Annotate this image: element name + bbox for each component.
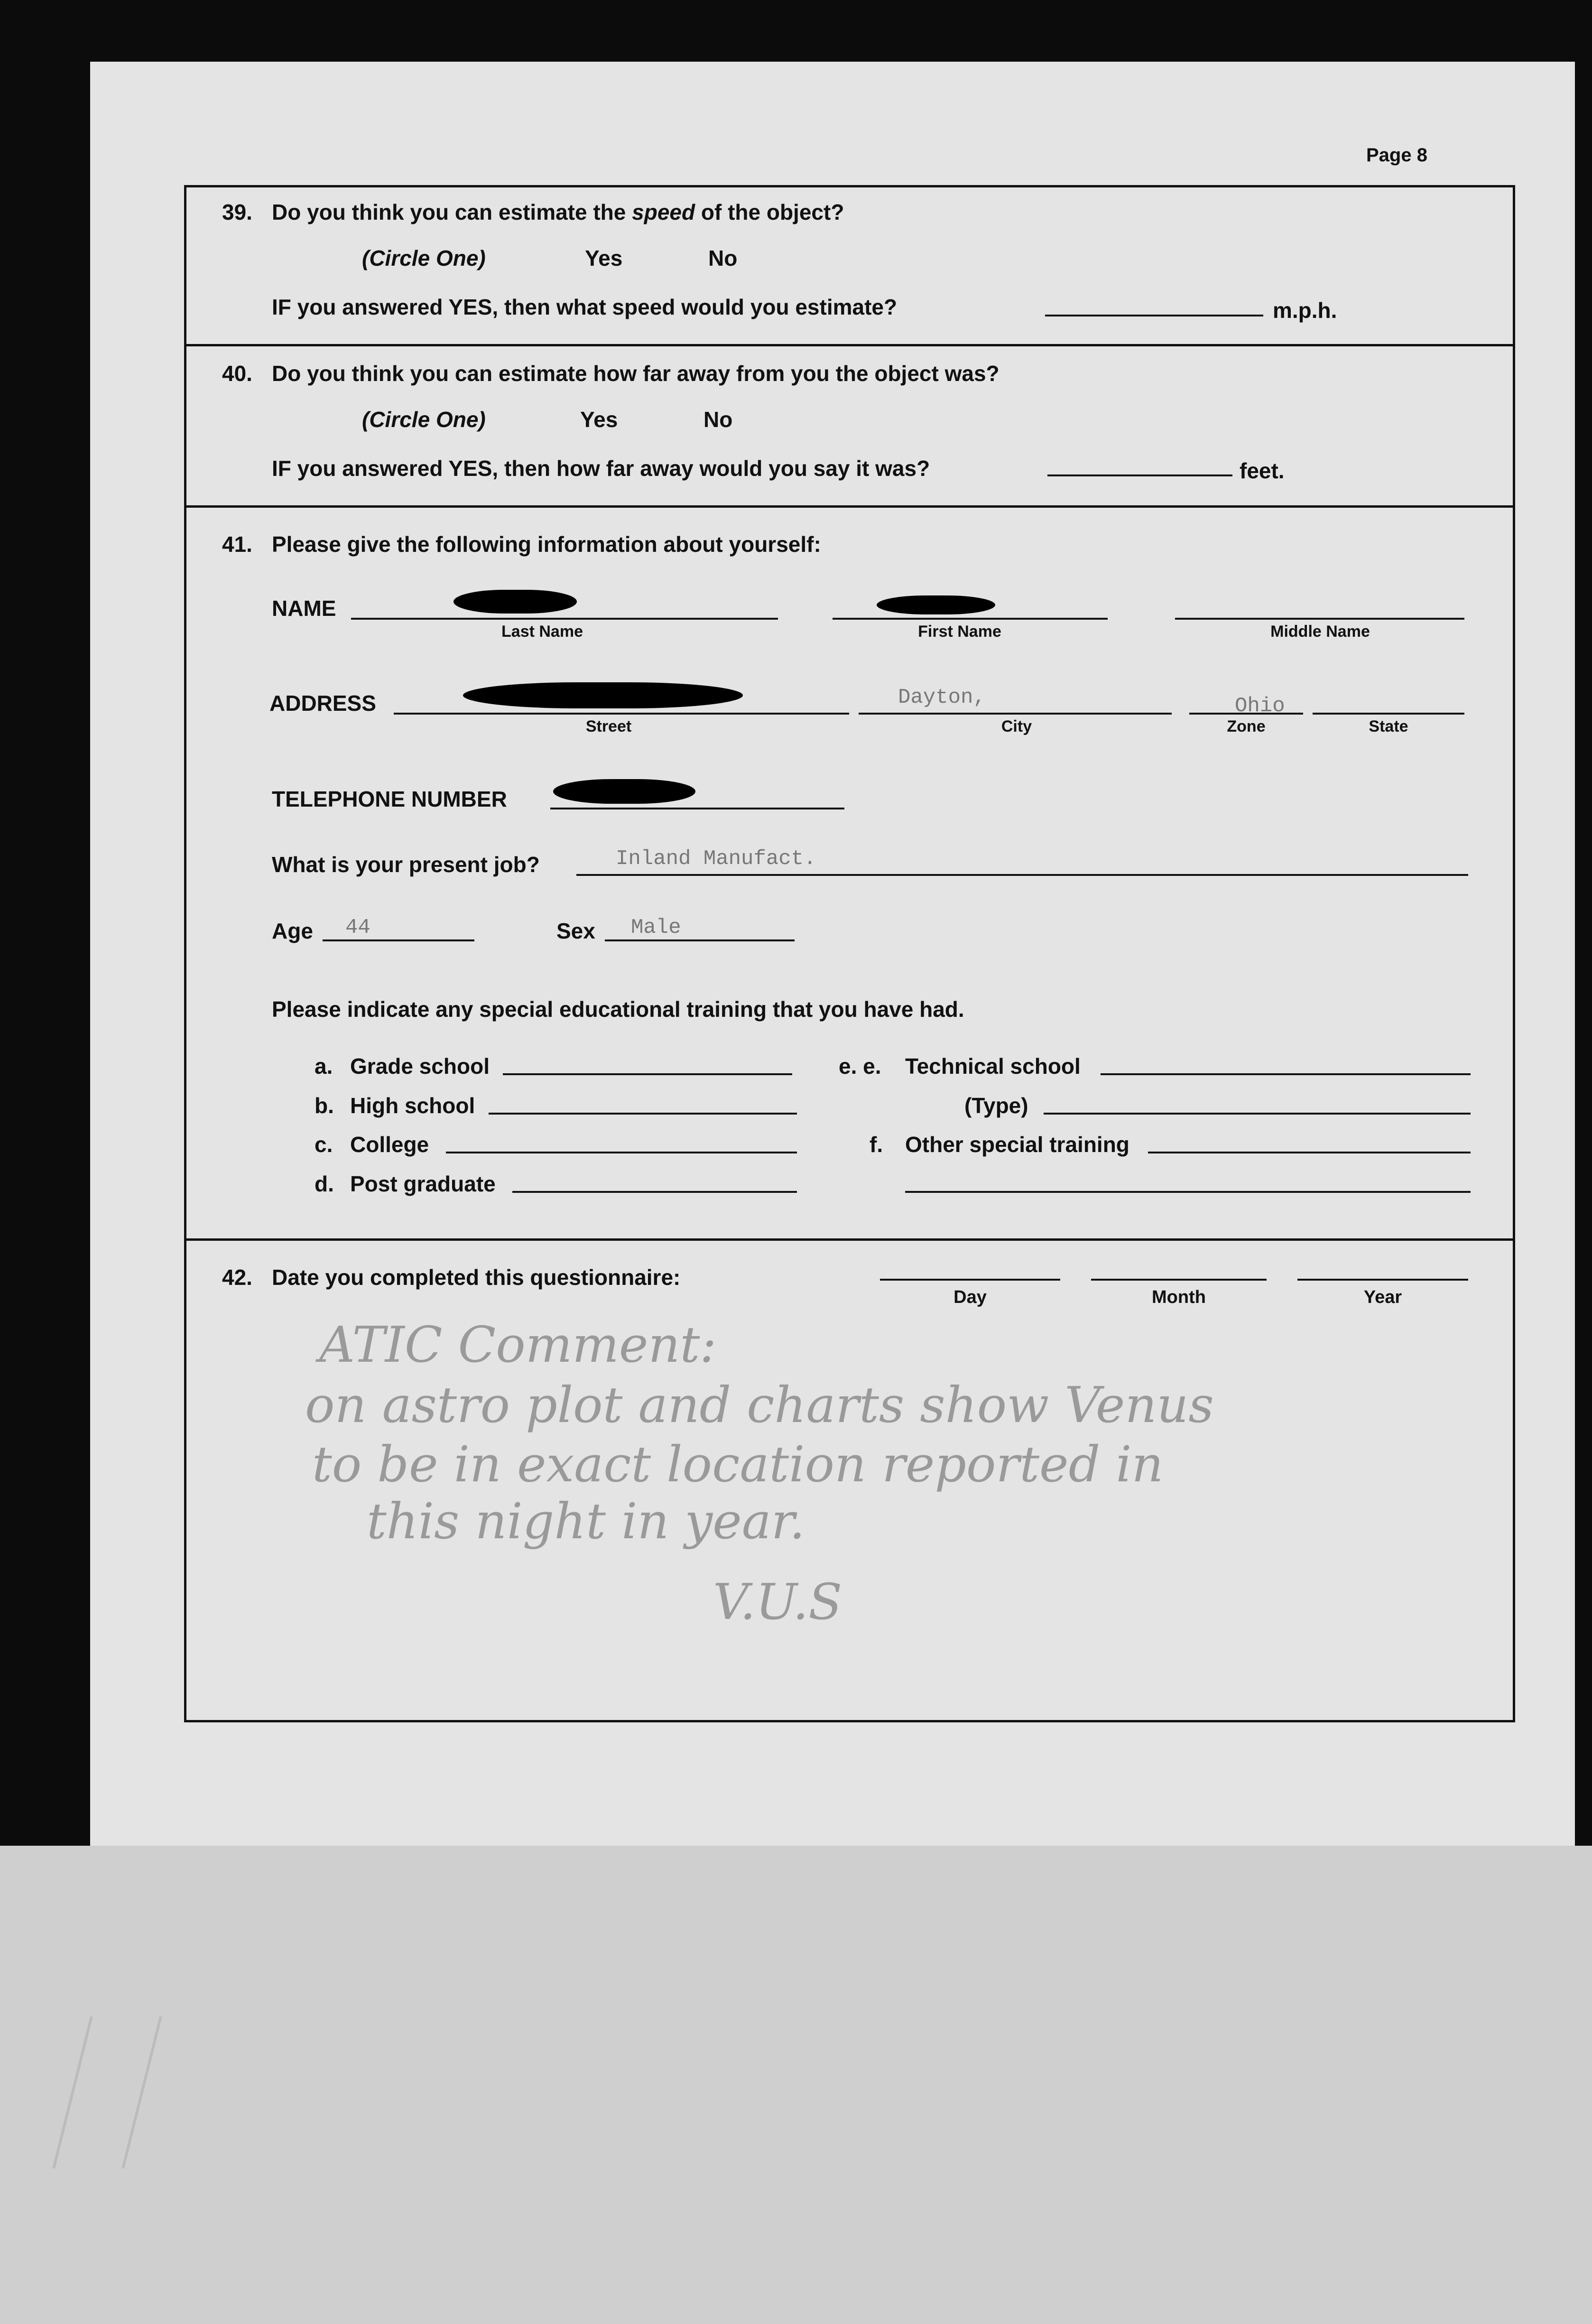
questionnaire-form [184, 185, 1515, 1722]
city-caption: City [1001, 717, 1032, 735]
last-name-caption: Last Name [501, 623, 583, 641]
scanner-background [0, 1846, 1592, 2324]
q40-question: Do you think you can estimate how far away from you the object was? [272, 361, 1000, 386]
street-field[interactable] [394, 713, 849, 715]
redacted-telephone [553, 779, 695, 804]
edu-high-school-label: High school [350, 1093, 475, 1118]
zone-value: Ohio [1235, 694, 1285, 718]
handwritten-line-2: on astro plot and charts show Venus [305, 1376, 1214, 1434]
q39-number: 39. [222, 200, 252, 224]
high-school-field[interactable] [489, 1113, 797, 1115]
city-value: Dayton, [898, 686, 986, 709]
edu-type-label: (Type) [964, 1093, 1028, 1118]
job-field[interactable] [576, 874, 1468, 876]
edu-technical-letter: e. e. [839, 1054, 881, 1078]
q39-question-pre: Do you think you can estimate the [272, 200, 632, 224]
q39-question-em: speed [632, 200, 695, 224]
last-name-field[interactable] [351, 618, 778, 620]
edu-other-training-label: Other special training [905, 1132, 1129, 1157]
day-field[interactable] [880, 1279, 1060, 1281]
handwritten-line-1: ATIC Comment: [319, 1316, 717, 1374]
redacted-first-name [877, 595, 995, 614]
first-name-caption: First Name [918, 623, 1001, 641]
sex-value: Male [631, 916, 681, 939]
edu-letter: c. [315, 1132, 333, 1157]
q41-number: 41. [222, 532, 252, 557]
edu-technical-school-label: Technical school [905, 1054, 1081, 1078]
q40-circle-one: (Circle One) [362, 407, 486, 432]
handwritten-line-4: this night in year. [367, 1492, 805, 1550]
q39-circle-one: (Circle One) [362, 246, 486, 270]
edu-post-graduate-label: Post graduate [350, 1171, 496, 1196]
q39-question [272, 199, 844, 225]
redacted-last-name [454, 590, 577, 614]
name-label: NAME [272, 596, 336, 621]
telephone-label: TELEPHONE NUMBER [272, 787, 507, 811]
education-prompt: Please indicate any special educational training that you have had. [272, 997, 964, 1022]
q39-speed-field[interactable] [1045, 315, 1263, 316]
city-field[interactable] [859, 713, 1172, 715]
address-label: ADDRESS [269, 691, 376, 716]
handwritten-line-3: to be in exact location reported in [312, 1435, 1164, 1493]
q40-no-option[interactable]: No [703, 407, 733, 432]
zone-caption: Zone [1227, 717, 1266, 735]
age-field[interactable] [323, 939, 474, 941]
age-label: Age [272, 919, 313, 943]
q41-question: Please give the following information about yourself: [272, 532, 821, 557]
sex-field[interactable] [605, 939, 795, 941]
handwritten-signature: V.U.S [713, 1573, 842, 1631]
edu-grade-school-label: Grade school [350, 1054, 490, 1078]
q39-no-option[interactable]: No [708, 246, 738, 270]
divider-40-41 [186, 505, 1513, 508]
first-name-field[interactable] [833, 618, 1108, 620]
q39-followup: IF you answered YES, then what speed would you estimate? [272, 295, 898, 319]
q42-number: 42. [222, 1265, 252, 1290]
q39-unit: m.p.h. [1273, 298, 1337, 323]
q42-question: Date you completed this questionnaire: [272, 1265, 681, 1290]
q40-followup: IF you answered YES, then how far away would you say it was? [272, 456, 930, 481]
telephone-field[interactable] [550, 808, 844, 809]
edu-college-label: College [350, 1132, 429, 1157]
middle-name-field[interactable] [1175, 618, 1464, 620]
year-field[interactable] [1297, 1279, 1468, 1281]
divider-41-42 [186, 1238, 1513, 1241]
middle-name-caption: Middle Name [1270, 623, 1370, 641]
ghost-mark [52, 2017, 162, 2168]
q40-unit: feet. [1240, 458, 1285, 483]
job-label: What is your present job? [272, 852, 540, 877]
job-value: Inland Manufact. [616, 847, 816, 871]
month-caption: Month [1152, 1287, 1206, 1307]
year-caption: Year [1363, 1287, 1402, 1307]
divider-39-40 [186, 344, 1513, 346]
other-training-field[interactable] [1148, 1152, 1471, 1153]
street-caption: Street [585, 717, 632, 735]
grade-school-field[interactable] [503, 1073, 792, 1075]
day-caption: Day [953, 1287, 987, 1307]
q39-question-post: of the object? [695, 200, 844, 224]
edu-letter: d. [315, 1171, 334, 1196]
age-value: 44 [345, 916, 370, 939]
month-field[interactable] [1091, 1279, 1267, 1281]
post-graduate-field[interactable] [512, 1191, 797, 1193]
edu-letter: a. [315, 1054, 333, 1078]
technical-type-field[interactable] [1044, 1113, 1471, 1115]
page-number: Page 8 [1366, 145, 1427, 166]
q39-yes-option[interactable]: Yes [585, 246, 623, 270]
state-caption: State [1369, 717, 1408, 735]
college-field[interactable] [446, 1152, 797, 1153]
sex-label: Sex [556, 919, 595, 943]
q40-yes-option[interactable]: Yes [580, 407, 618, 432]
other-training-field-2[interactable] [905, 1191, 1471, 1193]
q40-number: 40. [222, 361, 252, 386]
q40-distance-field[interactable] [1047, 474, 1232, 476]
edu-letter: b. [315, 1093, 334, 1118]
redacted-street [463, 682, 743, 708]
state-field[interactable] [1313, 713, 1464, 715]
technical-school-field[interactable] [1101, 1073, 1471, 1075]
edu-other-letter: f. [870, 1132, 883, 1157]
